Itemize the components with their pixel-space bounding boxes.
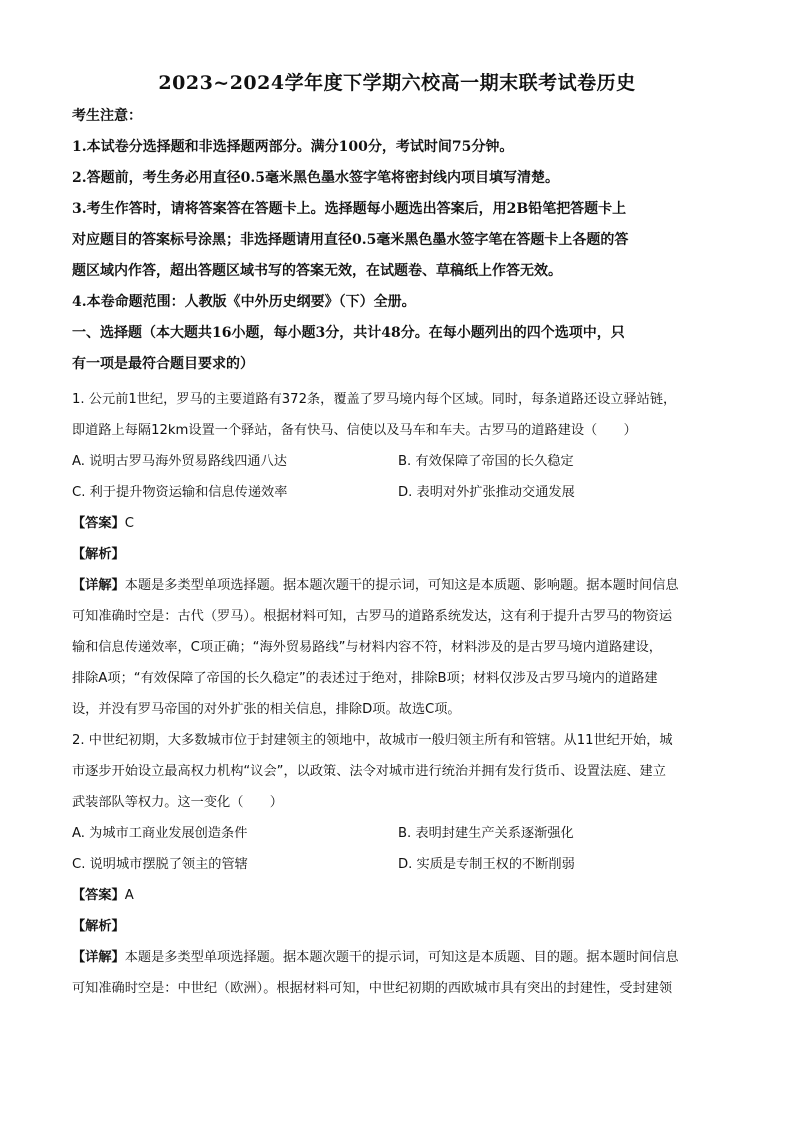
question-2-answer [72, 880, 722, 911]
question-2-analysis-tag: 【解析】 [72, 919, 125, 934]
question-1-option-a[interactable]: A. 说明古罗马海外贸易路线四通八达 [72, 454, 287, 469]
question-2-detail [72, 942, 722, 1004]
question-2-options-row-1 [72, 818, 722, 849]
section-heading [72, 318, 722, 380]
question-1-detail-tag: 【详解】 [72, 578, 125, 593]
question-1-stem [72, 384, 722, 446]
question-1 [72, 384, 722, 725]
question-2-option-c[interactable]: C. 说明城市摆脱了领主的管辖 [72, 857, 248, 872]
notice-item-3: 3.考生作答时，请将答案答在答题卡上。选择题每小题选出答案后，用2B铅笔把答题卡上 [72, 201, 627, 217]
question-1-answer [72, 508, 722, 539]
question-1-option-b[interactable]: B. 有效保障了帝国的长久稳定 [398, 454, 574, 469]
notice-heading: 考生注意： [72, 108, 142, 124]
notice-item-4: 4.本卷命题范围：人教版《中外历史纲要》（下）全册。 [72, 294, 416, 310]
question-1-detail-line-2: 可知准确时空是：古代（罗马）。根据材料可知，古罗马的道路系统发达，这有利于提升古罗马的物资运 [72, 609, 673, 624]
question-2-detail-line-1 [72, 942, 722, 973]
question-1-analysis-tag: 【解析】 [72, 547, 125, 562]
question-2-detail-line-2: 可知准确时空是：中世纪（欧洲）。根据材料可知，中世纪初期的西欧城市具有突出的封建性，受封建领 [72, 981, 673, 996]
question-1-option-c[interactable]: C. 利于提升物资运输和信息传递效率 [72, 485, 288, 500]
question-2-stem-line-2: 市逐步开始设立最高权力机构“议会”，以政策、法令对城市进行统治并拥有发行货币、设置法庭、建立 [72, 764, 666, 779]
question-2-stem-line-3: 武装部队等权力。这一变化（ ） [72, 795, 283, 810]
page-title: 2023~2024学年度下学期六校高一期末联考试卷历史 [158, 72, 636, 94]
question-1-detail-text-1: 本题是多类型单项选择题。据本题次题干的提示词，可知这是本质题、影响题。据本题时间信息 [124, 578, 679, 593]
question-1-detail [72, 570, 722, 725]
notice-item-3-cont2: 题区域内作答，超出答题区域书写的答案无效，在试题卷、草稿纸上作答无效。 [72, 263, 562, 279]
notice-item-3-cont: 对应题目的答案标号涂黑；非选择题请用直径0.5毫米黑色墨水签字笔在答题卡上各题的答 [72, 232, 629, 248]
question-1-answer-tag: 【答案】 [72, 516, 125, 531]
question-1-option-d[interactable]: D. 表明对外扩张推动交通发展 [398, 485, 575, 500]
question-2 [72, 725, 722, 1004]
question-1-detail-line-4: 排除A项；“有效保障了帝国的长久稳定”的表述过于绝对，排除B项；材料仅涉及古罗马境内的道路建 [72, 671, 658, 686]
question-2-answer-tag: 【答案】 [72, 888, 125, 903]
section-heading-line-2: 有一项是最符合题目要求的） [72, 356, 254, 372]
question-2-detail-tag: 【详解】 [72, 950, 125, 965]
question-1-analysis [72, 539, 722, 570]
question-1-answer-value: C [124, 516, 134, 531]
question-2-analysis [72, 911, 722, 942]
question-2-stem [72, 725, 722, 818]
question-2-option-a[interactable]: A. 为城市工商业发展创造条件 [72, 826, 248, 841]
question-1-stem-line-1: 1. 公元前1世纪，罗马的主要道路有372条，覆盖了罗马境内每个区域。同时，每条道路还设立驿站链， [72, 392, 677, 407]
question-1-options-row-1 [72, 446, 722, 477]
question-1-detail-line-5: 设，并没有罗马帝国的对外扩张的相关信息，排除D项。故选C项。 [72, 702, 461, 717]
question-2-option-d[interactable]: D. 实质是专制王权的不断削弱 [398, 857, 575, 872]
question-1-detail-line-1 [72, 570, 722, 601]
question-2-answer-value: A [124, 888, 134, 903]
question-2-detail-text-1: 本题是多类型单项选择题。据本题次题干的提示词，可知这是本质题、目的题。据本题时间信息 [124, 950, 679, 965]
section-heading-line-1: 一、选择题（本大题共16小题，每小题3分，共计48分。在每小题列出的四个选项中，只 [72, 325, 625, 341]
notice-item-2: 2.答题前，考生务必用直径0.5毫米黑色墨水签字笔将密封线内项目填写清楚。 [72, 170, 559, 186]
notice-item-1: 1.本试卷分选择题和非选择题两部分。满分100分，考试时间75分钟。 [72, 139, 514, 155]
question-1-stem-line-2: 即道路上每隔12km设置一个驿站，备有快马、信使以及马车和车夫。古罗马的道路建设（ ） [72, 423, 637, 438]
question-2-option-b[interactable]: B. 表明封建生产关系逐渐强化 [398, 826, 574, 841]
notice-section [72, 101, 722, 318]
question-2-stem-line-1: 2. 中世纪初期，大多数城市位于封建领主的领地中，故城市一般归领主所有和管辖。从11世纪开始，城 [72, 733, 673, 748]
question-2-options-row-2 [72, 849, 722, 880]
question-1-options-row-2 [72, 477, 722, 508]
question-1-detail-line-3: 输和信息传递效率，C项正确；“海外贸易路线”与材料内容不符，材料涉及的是古罗马境内道路建设， [72, 640, 662, 655]
